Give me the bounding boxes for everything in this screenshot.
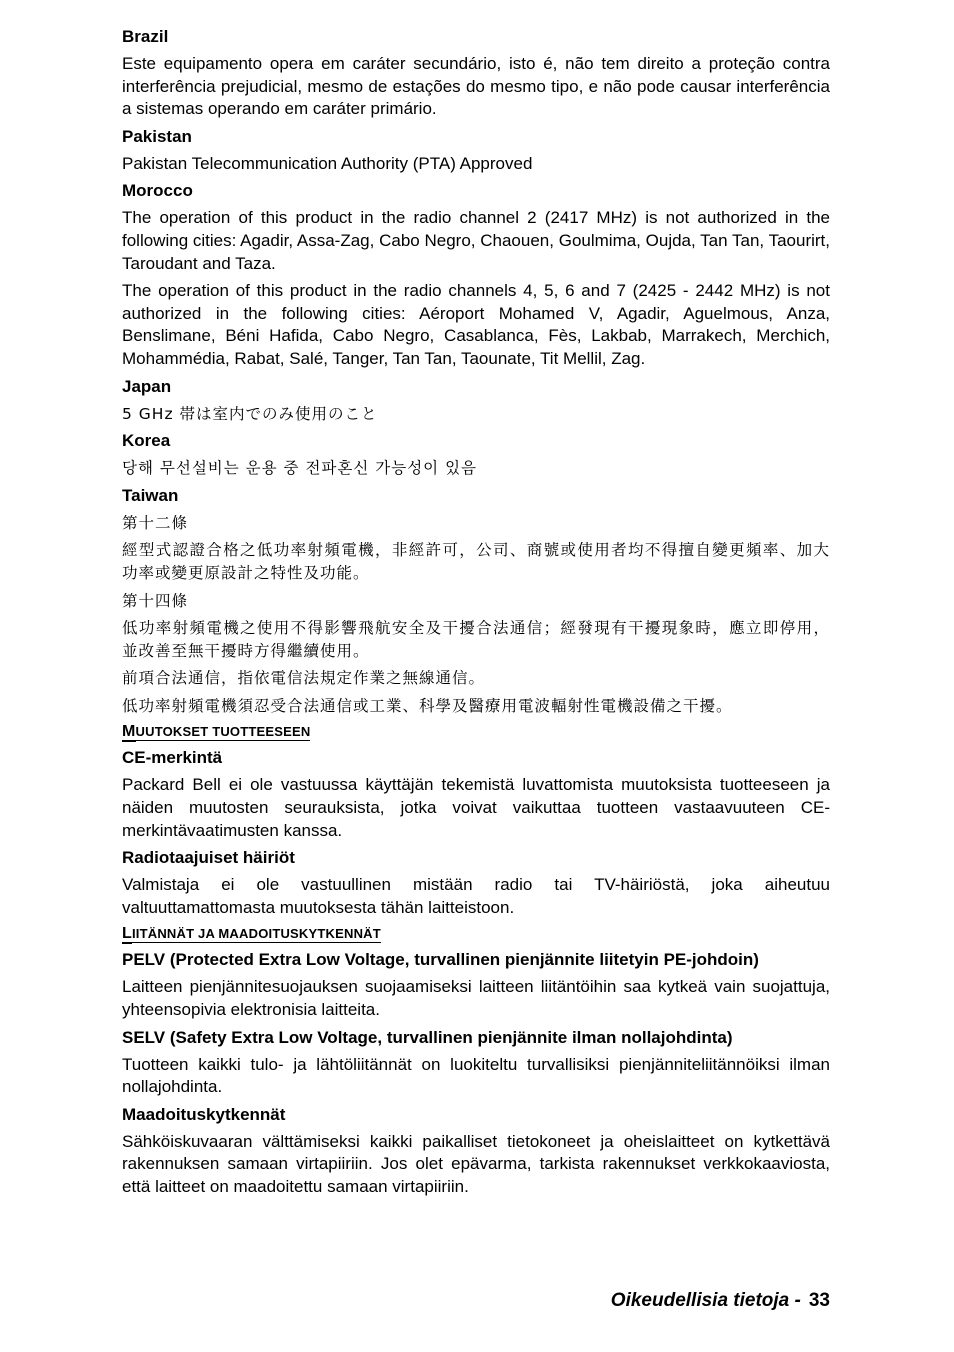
taiwan-article-12-title: 第十二條: [122, 513, 189, 532]
text-radiotaajuiset: Valmistaja ei ole vastuullinen mistään radio tai TV-häiriöstä, joka aiheutuu valtuuttamattomasta muutoksesta tähän laitteistoon.: [122, 875, 830, 917]
heading-pakistan: Pakistan: [122, 126, 192, 146]
heading-radiotaajuiset: Radiotaajuiset häiriöt: [122, 848, 295, 868]
taiwan-article-14-title: 第十四條: [122, 591, 189, 610]
document-page: [122, 26, 830, 1204]
section-title-muutokset: [122, 722, 830, 742]
text-maadoitus: Sähköiskuvaaran välttämiseksi kaikki paikalliset tietokoneet ja oheislaitteet on kytkettävä rakennuksen samaan virtapiiriin. Jos olet epävarma, tarkista rakennukset verkkokaaviosta, että laitteet on maadoitettu samaan virtapiiriin.: [122, 1131, 830, 1196]
text-selv: Tuotteen kaikki tulo- ja lähtöliitännät on luokiteltu turvallisiksi pienjänniteliitännöiksi ilman nollajohdinta.: [122, 1054, 830, 1097]
section-title-liitannat-rest: IITÄNNÄT JA MAADOITUSKYTKENNÄT: [131, 926, 381, 942]
text-ce-merkinta: Packard Bell ei ole vastuussa käyttäjän tekemistä luvattomista muutoksista tuotteeseen ja näiden muutosten seurauksista, jotka voivat vaikuttaa tuotteen vastaavuuteen CE-merkintävaatimusten kanssa.: [122, 775, 830, 840]
taiwan-article-12-text: 經型式認證合格之低功率射頻電機，非經許可，公司、商號或使用者均不得擅自變更頻率、加大功率或變更原設計之特性及功能。: [122, 541, 830, 582]
heading-korea: Korea: [122, 431, 171, 451]
taiwan-text-4: 低功率射頻電機須忍受合法通信或工業、科學及醫療用電波輻射性電機設備之干擾。: [122, 696, 733, 715]
page-footer: [611, 1290, 830, 1312]
text-brazil: Este equipamento opera em caráter secundário, isto é, não tem direito a proteção contra interferência prejudicial, mesmo de estações do mesmo tipo, e não pode causar interferência a sistemas operando em caráter primário.: [122, 54, 830, 119]
footer-title: Oikeudellisia tietoja -: [610, 1290, 801, 1311]
heading-pelv: PELV (Protected Extra Low Voltage, turvallinen pienjännite liitetyin PE-johdoin): [122, 950, 759, 970]
heading-morocco: Morocco: [122, 181, 193, 201]
heading-selv: SELV (Safety Extra Low Voltage, turvallinen pienjännite ilman nollajohdinta): [122, 1027, 733, 1047]
heading-taiwan: Taiwan: [122, 485, 179, 505]
text-pakistan: Pakistan Telecommunication Authority (PTA) Approved: [122, 153, 533, 173]
section-title-muutokset-cap: M: [122, 723, 136, 741]
text-morocco-1: The operation of this product in the radio channel 2 (2417 MHz) is not authorized in the following cities: Agadir, Assa-Zag, Cabo Negro, Chaouen, Goulmima, Oujda, Tan Tan, Taourirt, Taroudant and Taza.: [122, 208, 830, 273]
section-title-liitannat: [122, 924, 830, 944]
text-japan: 5 GHz 帯は室内でのみ使用のこと: [122, 404, 378, 423]
page-number: 33: [808, 1290, 830, 1311]
section-title-muutokset-rest: UUTOKSET TUOTTEESEEN: [135, 724, 311, 740]
heading-maadoitus: Maadoituskytkennät: [122, 1104, 286, 1124]
section-title-liitannat-cap: L: [122, 925, 132, 943]
heading-japan: Japan: [122, 376, 172, 396]
text-korea: 당해 무선설비는 운용 중 전파혼신 가능성이 있음: [122, 459, 478, 478]
taiwan-article-14-text: 低功率射頻電機之使用不得影響飛航安全及干擾合法通信；經發現有干擾現象時，應立即停用，並改善至無干擾時方得繼續使用。: [122, 619, 830, 660]
text-pelv: Laitteen pienjännitesuojauksen suojaamiseksi laitteen liitäntöihin saa kytkeä vain suojattuja, yhteensopivia elektronisia laitteita.: [122, 977, 830, 1020]
text-morocco-2: The operation of this product in the radio channels 4, 5, 6 and 7 (2425 - 2442 MHz) is not authorized in the following cities: Aéroport Mohamed V, Agadir, Aguelmous, Anza, Benslimane, Béni Hafida, Cabo Negro, Casablanca, Fès, Lakbab, Marrakech, Merchich, Mohammédia, Rabat, Salé, Tanger, Tan Tan, Taounate, Tit Mellil, Zag.: [122, 281, 830, 368]
heading-ce-merkinta: CE-merkintä: [122, 748, 223, 768]
heading-brazil: Brazil: [122, 27, 169, 46]
taiwan-text-3: 前項合法通信，指依電信法規定作業之無線通信。: [122, 669, 486, 688]
